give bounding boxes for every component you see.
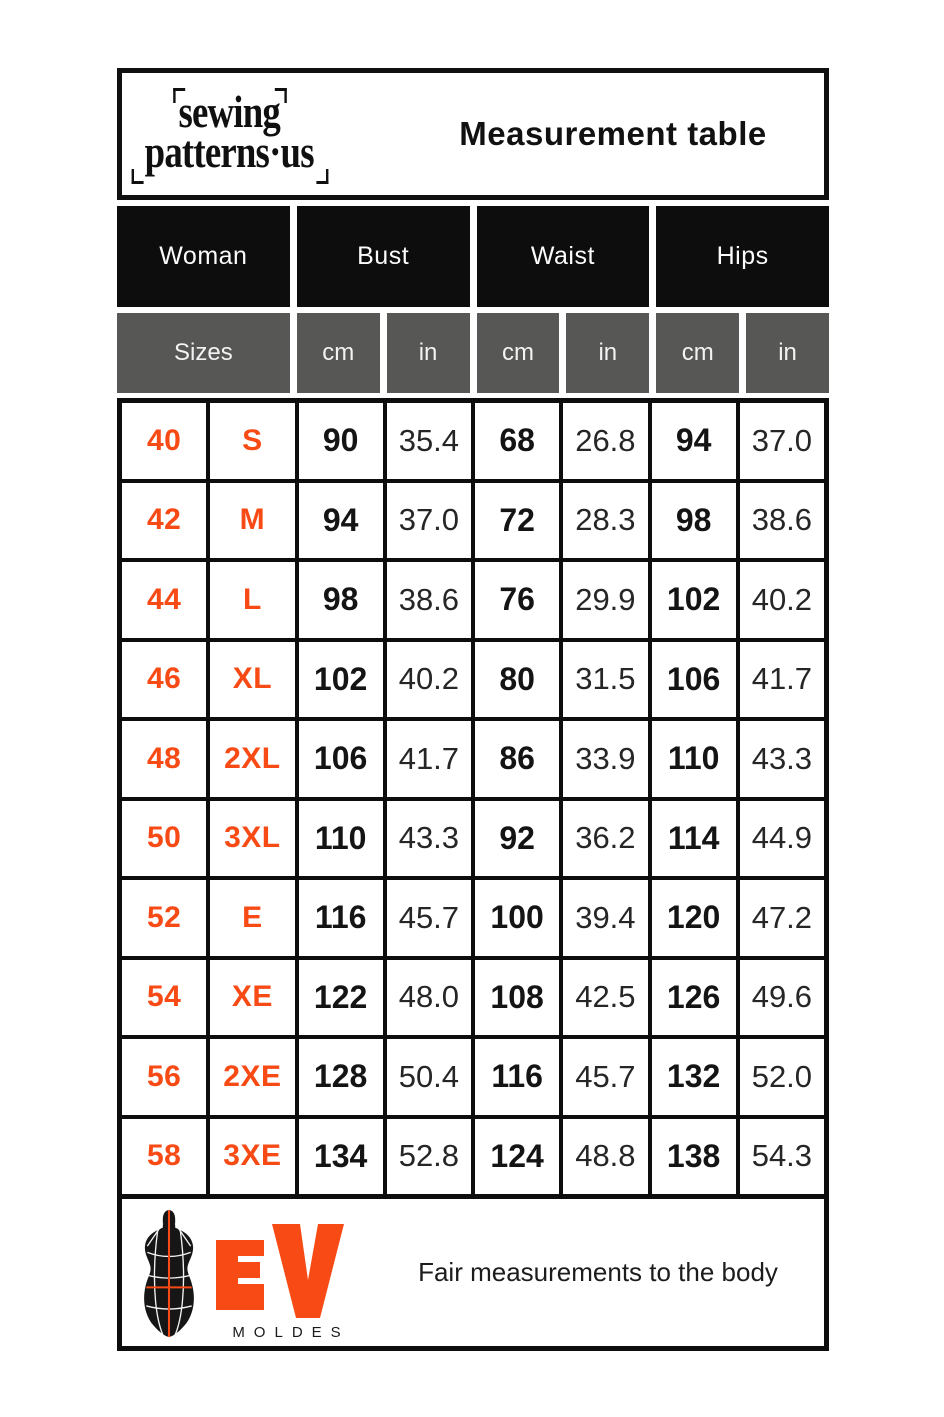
size-number-cell: 46	[122, 642, 206, 718]
size-label-cell: 2XE	[210, 1039, 294, 1115]
waist-cm-cell: 116	[475, 1039, 559, 1115]
bust-in-cell: 43.3	[387, 801, 471, 877]
waist-cm-cell: 80	[475, 642, 559, 718]
subheader-waist-cm: cm	[477, 313, 560, 393]
measurement-grid	[117, 398, 829, 1199]
hips-in-cell: 41.7	[740, 642, 824, 718]
hips-cm-cell: 126	[652, 960, 736, 1036]
size-number-cell: 58	[122, 1119, 206, 1195]
header-woman: Woman	[117, 206, 290, 307]
waist-cm-cell: 72	[475, 483, 559, 559]
bust-in-cell: 48.0	[387, 960, 471, 1036]
hips-cm-cell: 138	[652, 1119, 736, 1195]
size-label-cell: E	[210, 880, 294, 956]
bust-in-cell: 41.7	[387, 721, 471, 797]
size-number-cell: 42	[122, 483, 206, 559]
size-label-cell: XE	[210, 960, 294, 1036]
hips-cm-cell: 94	[652, 403, 736, 479]
subheader-hips-in: in	[746, 313, 829, 393]
waist-in-cell: 48.8	[563, 1119, 647, 1195]
hips-in-cell: 52.0	[740, 1039, 824, 1115]
bust-cm-cell: 98	[299, 562, 383, 638]
waist-cm-cell: 86	[475, 721, 559, 797]
waist-in-cell: 39.4	[563, 880, 647, 956]
hips-cm-cell: 132	[652, 1039, 736, 1115]
waist-in-cell: 29.9	[563, 562, 647, 638]
size-label-cell: L	[210, 562, 294, 638]
bust-in-cell: 40.2	[387, 642, 471, 718]
bracket-corner-icon	[316, 169, 328, 184]
waist-in-cell: 33.9	[563, 721, 647, 797]
header-bust: Bust	[297, 206, 470, 307]
hips-cm-cell: 106	[652, 642, 736, 718]
bust-in-cell: 35.4	[387, 403, 471, 479]
bust-cm-cell: 94	[299, 483, 383, 559]
bust-in-cell: 45.7	[387, 880, 471, 956]
header-hips: Hips	[656, 206, 829, 307]
hips-cm-cell: 102	[652, 562, 736, 638]
group-header-row	[117, 206, 829, 307]
bust-cm-cell: 116	[299, 880, 383, 956]
size-number-cell: 40	[122, 403, 206, 479]
hips-in-cell: 49.6	[740, 960, 824, 1036]
hips-cm-cell: 110	[652, 721, 736, 797]
bracket-corner-icon	[173, 88, 185, 103]
bust-cm-cell: 110	[299, 801, 383, 877]
page-title: Measurement table	[459, 115, 767, 152]
hips-in-cell: 43.3	[740, 721, 824, 797]
ev-logo-icon	[208, 1218, 368, 1322]
ev-logo-block	[208, 1218, 368, 1341]
bust-in-cell: 38.6	[387, 562, 471, 638]
bust-cm-cell: 134	[299, 1119, 383, 1195]
size-label-cell: XL	[210, 642, 294, 718]
hips-cm-cell: 114	[652, 801, 736, 877]
footer-box	[117, 1194, 829, 1351]
bust-cm-cell: 106	[299, 721, 383, 797]
waist-in-cell: 31.5	[563, 642, 647, 718]
sheet	[117, 68, 829, 1351]
logo-line1: sewing	[178, 86, 280, 138]
moldes-label: MOLDES	[232, 1323, 350, 1341]
waist-cm-cell: 76	[475, 562, 559, 638]
size-number-cell: 56	[122, 1039, 206, 1115]
ev-moldes-brand	[132, 1205, 368, 1341]
bracket-corner-icon	[132, 169, 144, 184]
subheader-waist-in: in	[566, 313, 649, 393]
waist-in-cell: 42.5	[563, 960, 647, 1036]
waist-cm-cell: 100	[475, 880, 559, 956]
hips-cm-cell: 120	[652, 880, 736, 956]
subheader-bust-in: in	[387, 313, 470, 393]
bracket-corner-icon	[275, 88, 287, 103]
hips-in-cell: 40.2	[740, 562, 824, 638]
hips-cm-cell: 98	[652, 483, 736, 559]
waist-in-cell: 36.2	[563, 801, 647, 877]
subheader-bust-cm: cm	[297, 313, 380, 393]
bust-in-cell: 50.4	[387, 1039, 471, 1115]
logo-line2: patterns·us	[144, 126, 314, 178]
bust-cm-cell: 90	[299, 403, 383, 479]
size-number-cell: 48	[122, 721, 206, 797]
footer-note: Fair measurements to the body	[418, 1257, 778, 1287]
bust-cm-cell: 122	[299, 960, 383, 1036]
header-waist: Waist	[477, 206, 650, 307]
waist-cm-cell: 68	[475, 403, 559, 479]
size-label-cell: 2XL	[210, 721, 294, 797]
size-label-cell: 3XL	[210, 801, 294, 877]
waist-in-cell: 45.7	[563, 1039, 647, 1115]
dress-form-icon	[132, 1207, 206, 1341]
bust-in-cell: 52.8	[387, 1119, 471, 1195]
size-number-cell: 52	[122, 880, 206, 956]
hips-in-cell: 54.3	[740, 1119, 824, 1195]
bust-cm-cell: 102	[299, 642, 383, 718]
waist-cm-cell: 92	[475, 801, 559, 877]
subheader-hips-cm: cm	[656, 313, 739, 393]
size-label-cell: M	[210, 483, 294, 559]
size-label-cell: 3XE	[210, 1119, 294, 1195]
size-number-cell: 44	[122, 562, 206, 638]
waist-cm-cell: 108	[475, 960, 559, 1036]
waist-cm-cell: 124	[475, 1119, 559, 1195]
size-number-cell: 50	[122, 801, 206, 877]
size-label-cell: S	[210, 403, 294, 479]
bust-cm-cell: 128	[299, 1039, 383, 1115]
waist-in-cell: 26.8	[563, 403, 647, 479]
hips-in-cell: 44.9	[740, 801, 824, 877]
subheader-sizes: Sizes	[117, 313, 290, 393]
size-number-cell: 54	[122, 960, 206, 1036]
hips-in-cell: 47.2	[740, 880, 824, 956]
waist-in-cell: 28.3	[563, 483, 647, 559]
header-box	[117, 68, 829, 200]
hips-in-cell: 37.0	[740, 403, 824, 479]
sewing-patterns-logo	[138, 86, 320, 178]
hips-in-cell: 38.6	[740, 483, 824, 559]
subheader-row	[117, 313, 829, 393]
bust-in-cell: 37.0	[387, 483, 471, 559]
